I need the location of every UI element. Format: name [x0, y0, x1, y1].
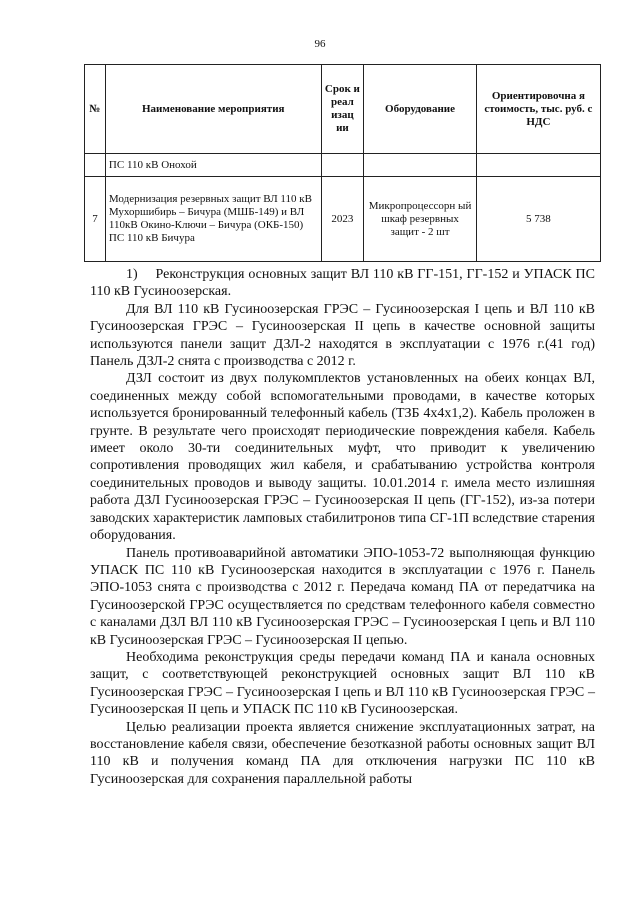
cell-cost: 5 738 — [476, 177, 600, 262]
cell-num: 7 — [85, 177, 106, 262]
header-cost: Ориентировочна я стоимость, тыс. руб. с НДС — [476, 65, 600, 154]
paragraph: Необходима реконструкция среды передачи команд ПА и канала основных защит, с соответствующей реконструкцией основных защит ВЛ 110 кВ Гусиноозерская ГРЭС – Гусиноозерская I цепь и ВЛ 110 кВ Гусиноозерская ГРЭС – Гусиноозерская II цепь и УПАСК ПС 110 кВ Гусиноозерская. — [90, 649, 595, 718]
section-heading-item: 1) Реконструкция основных защит ВЛ 110 кВ ГГ-151, ГГ-152 и УПАСК ПС 110 кВ Гусиноозерская. — [90, 267, 595, 300]
header-num: № — [85, 65, 106, 154]
header-equipment: Оборудование — [364, 65, 477, 154]
header-term: Срок и реал изац ии — [321, 65, 364, 154]
cell-equipment: Микропроцессорн ый шкаф резервных защит - 2 шт — [364, 177, 477, 262]
measures-table — [84, 64, 601, 262]
table-row — [85, 154, 601, 177]
page-number: 96 — [314, 38, 326, 50]
cell-name: Модернизация резервных защит ВЛ 110 кВ Мухоршибирь – Бичура (МШБ-149) и ВЛ 110кВ Окино-Ключи – Бичура (ОКБ-150) ПС 110 кВ Бичура — [105, 177, 321, 262]
table-header-row — [85, 65, 601, 154]
cell-name: ПС 110 кВ Онохой — [105, 154, 321, 177]
paragraph: Целью реализации проекта является снижение эксплуатационных затрат, на восстановление кабеля связи, обеспечение безотказной работы основных защит ВЛ 110 кВ и получения команд ПА для отключения нагрузки ПС 110 кВ Гусиноозерская для сохранения параллельной работы — [90, 719, 595, 787]
cell-cost — [476, 154, 600, 177]
cell-num — [85, 154, 106, 177]
header-name: Наименование мероприятия — [105, 65, 321, 154]
document-body — [90, 266, 595, 788]
table-row — [85, 177, 601, 262]
paragraph: ДЗЛ состоит из двух полукомплектов установленных на обеих концах ВЛ, соединенных между собой вспомогательными проводами, в качестве которых используется бронированный телефонный кабель (ТЗБ 4х4х1,2). Кабель проложен в грунте. В результате чего происходят периодические повреждения кабеля. Кабель имеет около 30-ти соединительных муфт, что приводит к увеличению сопротивления проводящих жил кабеля, и срабатыванию устройства контроля соединительных проводов и выводу защиты. 10.01.2014 г. имела место излишняя работа ДЗЛ Гусиноозерская ГРЭС – Гусиноозерская II цепь (ГГ-152), из-за потери заводских характеристик ламповых стабилитронов типа СГ-1П вследствие старения оборудования. — [90, 371, 595, 544]
cell-equipment — [364, 154, 477, 177]
cell-term — [321, 154, 364, 177]
paragraph: Для ВЛ 110 кВ Гусиноозерская ГРЭС – Гусиноозерская I цепь и ВЛ 110 кВ Гусиноозерская ГРЭС – Гусиноозерская II цепь в качестве основной защиты используются панели защит ДЗЛ-2 находятся в эксплуатации с 1976 г.(41 год) Панель ДЗЛ-2 снята с производства с 2012 г. — [90, 301, 595, 370]
cell-term: 2023 — [321, 177, 364, 262]
paragraph: Панель противоаварийной автоматики ЭПО-1053-72 выполняющая функцию УПАСК ПС 110 кВ Гусиноозерская находится в эксплуатации с 1976 г. Панель ЭПО-1053 снята с производства с 2012 г. Передача команд ПА от передатчика на Гусиноозерской ГРЭС осуществляется по средствам телефонного кабеля совместно с каналами ДЗЛ ВЛ 110 кВ Гусиноозерская ГРЭС – Гусиноозерская I цепь и ВЛ 110 кВ Гусиноозерская ГРЭС – Гусиноозерская II цепью. — [90, 545, 595, 648]
